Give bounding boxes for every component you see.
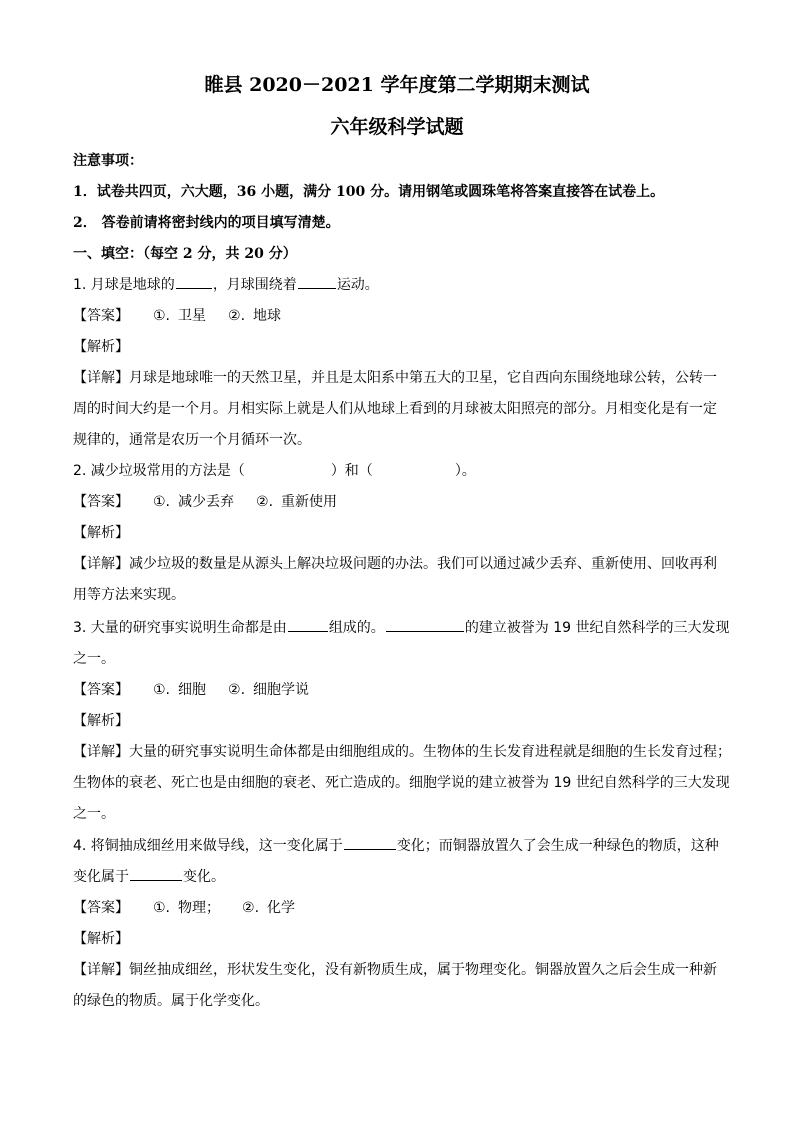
q3-answer: 【答案】 ①. 细胞 ②. 细胞学说 <box>73 679 733 701</box>
q4-analysis-label: 【解析】 <box>73 931 129 947</box>
q2-analysis-label: 【解析】 <box>73 525 129 541</box>
q3-detail-line-3: 之一。 <box>73 806 115 822</box>
section-1-heading: 一、填空：（每空 2 分，共 20 分） <box>73 246 297 262</box>
answer-label: 【答案】 <box>73 900 129 916</box>
document-title: 睢县 2020－2021 学年度第二学期期末测试 <box>204 74 590 96</box>
q2-answer: 【答案】 ①. 减少丢弃 ②. 重新使用 <box>73 491 733 513</box>
notes-heading: 注意事项： <box>73 153 143 169</box>
q4-detail-line-2: 的绿色的物质。属于化学变化。 <box>73 993 269 1009</box>
note-2: 2． 答卷前请将密封线内的项目填写清楚。 <box>73 215 340 231</box>
answer-blank <box>288 617 328 632</box>
answer-blank <box>130 866 182 881</box>
q2-detail-line-1: 【详解】减少垃圾的数量是从源头上解决垃圾问题的办法。我们可以通过减少丢弃、重新使用、回收再利 <box>73 556 717 572</box>
q2-detail-line-2: 用等方法来实现。 <box>73 587 185 603</box>
answer-blank <box>298 274 336 289</box>
answer-label: 【答案】 <box>73 682 129 698</box>
q4-answer: 【答案】 ①. 物理； ②. 化学 <box>73 897 733 919</box>
q1-analysis-label: 【解析】 <box>73 339 129 355</box>
question-3-cont: 之一。 <box>73 651 115 667</box>
document-subtitle: 六年级科学试题 <box>330 116 464 138</box>
answer-label: 【答案】 <box>73 308 129 324</box>
note-1: 1．试卷共四页，六大题，36 小题，满分 100 分。请用钢笔或圆珠笔将答案直接答在试卷上。 <box>73 184 665 200</box>
answer-blank <box>176 274 212 289</box>
question-1: 1. 月球是地球的 ，月球围绕着 运动。 <box>73 274 733 296</box>
q3-detail-line-1: 【详解】大量的研究事实说明生命体都是由细胞组成的。生物体的生长发育进程就是细胞的生长发育过程； <box>73 744 731 760</box>
answer-label: 【答案】 <box>73 494 129 510</box>
q1-answer: 【答案】 ①. 卫星 ②. 地球 <box>73 305 733 327</box>
question-4: 4. 将铜抽成细丝用来做导线，这一变化属于 变化；而铜器放置久了会生成一种绿色的物质，这种 <box>73 835 733 857</box>
answer-blank <box>386 617 464 632</box>
q3-detail-line-2: 生物体的衰老、死亡也是由细胞的衰老、死亡造成的。细胞学说的建立被誉为 19 世纪自然科学的三大发现 <box>73 775 730 791</box>
question-2: 2. 减少垃圾常用的方法是（ ）和（ ）。 <box>73 463 476 479</box>
q1-detail-line-3: 规律的，通常是农历一个月循环一次。 <box>73 432 311 448</box>
q3-analysis-label: 【解析】 <box>73 713 129 729</box>
q1-detail-line-1: 【详解】月球是地球唯一的天然卫星，并且是太阳系中第五大的卫星，它自西向东围绕地球公转，公转一 <box>73 370 717 386</box>
answer-blank <box>344 835 396 850</box>
question-3: 3. 大量的研究事实说明生命都是由 组成的。 的建立被誉为 19 世纪自然科学的三大发现 <box>73 617 733 639</box>
q4-detail-line-1: 【详解】铜丝抽成细丝，形状发生变化，没有新物质生成，属于物理变化。铜器放置久之后会生成一种新 <box>73 962 717 978</box>
q1-detail-line-2: 周的时间大约是一个月。月相实际上就是人们从地球上看到的月球被太阳照亮的部分。月相变化是有一定 <box>73 401 717 417</box>
question-4-cont: 变化属于 变化。 <box>73 866 733 888</box>
